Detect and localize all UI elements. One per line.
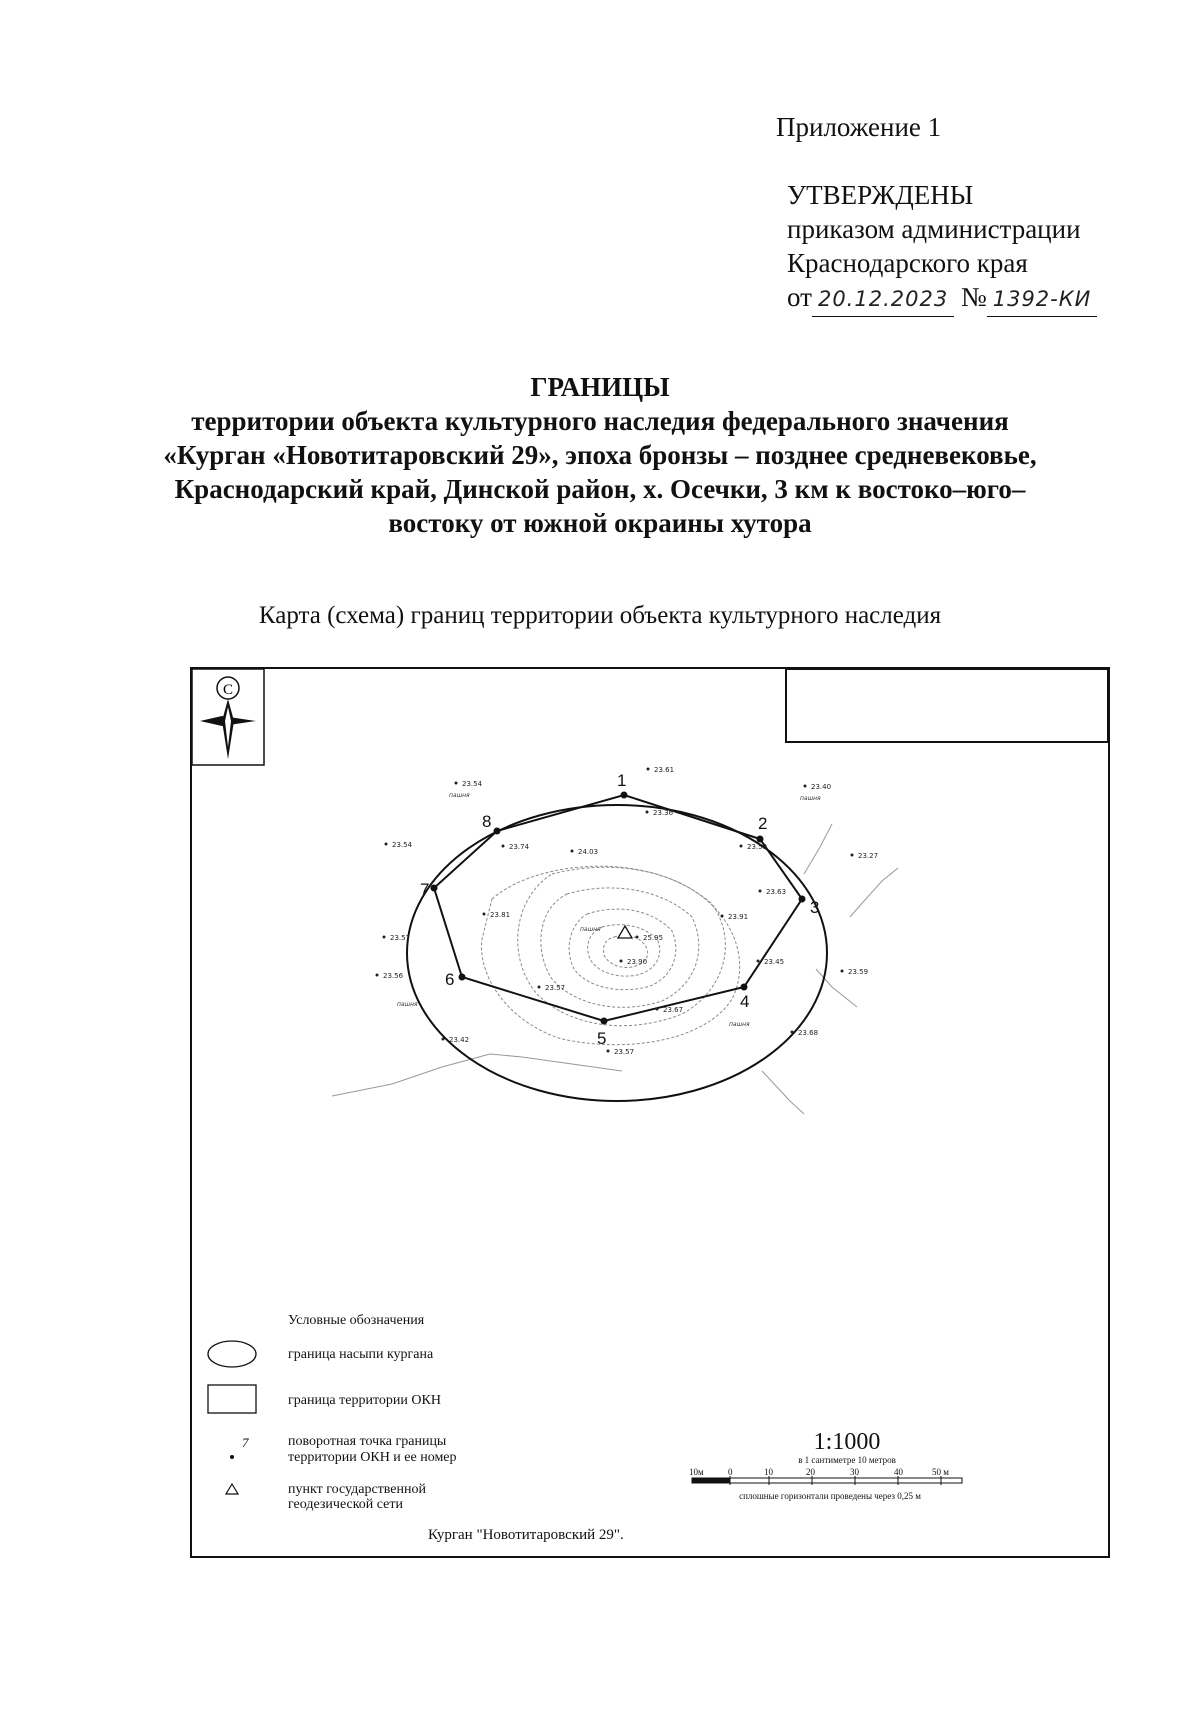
svg-text:23.57: 23.57 (390, 934, 411, 942)
title-heading: ГРАНИЦЫ (530, 372, 670, 402)
document-title (120, 370, 1080, 540)
svg-text:пашня: пашня (397, 1001, 418, 1008)
turn-point-6: 6 (445, 970, 455, 989)
scale-bar (689, 1429, 962, 1501)
title-line-1: территории объекта культурного наследия федерального значения (191, 406, 1009, 436)
map-stamp-box (786, 669, 1108, 742)
turn-point-7: 7 (420, 880, 430, 899)
scale-ratio: 1:1000 (813, 1429, 881, 1455)
turn-point-2: 2 (758, 814, 768, 833)
svg-text:23.36: 23.36 (653, 809, 674, 817)
svg-text:30: 30 (850, 1467, 859, 1477)
approval-date-line (787, 280, 1097, 317)
svg-text:23.57: 23.57 (545, 984, 566, 992)
svg-text:40: 40 (894, 1467, 903, 1477)
turn-point-4: 4 (740, 992, 750, 1011)
map-caption: Курган "Новотитаровский 29". (428, 1527, 624, 1543)
svg-text:23.90: 23.90 (627, 958, 648, 966)
legend-geodetic-1: пункт государственной (288, 1482, 426, 1497)
approval-block (787, 178, 1097, 317)
map-frame (190, 667, 1110, 1558)
scale-note: в 1 сантиметре 10 метров (798, 1455, 896, 1465)
turn-point-1: 1 (617, 771, 627, 790)
field-lines (332, 824, 898, 1114)
approved-heading: УТВЕРЖДЕНЫ (787, 180, 974, 210)
svg-text:23.57: 23.57 (614, 1048, 635, 1056)
svg-text:24.03: 24.03 (578, 848, 599, 856)
svg-text:23.74: 23.74 (509, 843, 530, 851)
compass-north-letter: С (222, 682, 234, 698)
svg-text:23.27: 23.27 (858, 852, 879, 860)
compass-rose-icon (192, 669, 264, 765)
map-legend (208, 1313, 624, 1543)
approved-by-order: приказом администрации (787, 214, 1081, 244)
geodetic-legend-icon (226, 1484, 238, 1494)
legend-turn-point-1: поворотная точка границы (288, 1434, 447, 1449)
legend-geodetic-2: геодезической сети (288, 1497, 404, 1512)
svg-text:23.54: 23.54 (462, 780, 483, 788)
svg-text:10: 10 (764, 1467, 773, 1477)
approved-region: Краснодарского края (787, 248, 1028, 278)
number-prefix: № (960, 282, 987, 312)
svg-text:50 м: 50 м (932, 1467, 949, 1477)
title-line-4: востоку от южной окраины хутора (388, 508, 812, 538)
title-line-2: «Курган «Новотитаровский 29», эпоха бронзы – позднее средневековье, (163, 440, 1037, 470)
svg-text:пашня: пашня (580, 926, 601, 933)
title-line-3: Краснодарский край, Динской район, х. Осечки, 3 км к востоко–юго– (174, 474, 1026, 504)
legend-turn-point-2: территории ОКН и ее номер (288, 1450, 457, 1465)
geodetic-point-icon (618, 926, 632, 938)
svg-text:23.56: 23.56 (383, 972, 404, 980)
svg-text:23.40: 23.40 (811, 783, 832, 791)
turn-point-legend-icon (230, 1455, 234, 1459)
svg-text:20: 20 (806, 1467, 815, 1477)
territory-legend-icon (208, 1385, 256, 1413)
svg-text:23.61: 23.61 (654, 766, 675, 774)
appendix-label: Приложение 1 (776, 112, 942, 142)
legend-territory: граница территории ОКН (288, 1393, 441, 1408)
boundary-map (192, 669, 1108, 1556)
svg-text:23.81: 23.81 (490, 911, 511, 919)
mound-legend-icon (208, 1341, 256, 1367)
turn-point-legend-number: 7 (242, 1435, 249, 1450)
map-subtitle: Карта (схема) границ территории объекта культурного наследия (258, 602, 942, 629)
date-prefix: от (787, 282, 812, 312)
svg-text:23.54: 23.54 (392, 841, 413, 849)
legend-title: Условные обозначения (288, 1313, 425, 1328)
turn-point-8: 8 (482, 812, 492, 831)
svg-text:пашня: пашня (729, 1021, 750, 1028)
svg-text:25.95: 25.95 (643, 934, 664, 942)
svg-text:23.91: 23.91 (728, 913, 749, 921)
turn-point-5: 5 (597, 1029, 607, 1048)
svg-text:23.42: 23.42 (449, 1036, 470, 1044)
svg-text:пашня: пашня (449, 792, 470, 799)
svg-text:23.68: 23.68 (798, 1029, 819, 1037)
svg-text:23.59: 23.59 (747, 843, 768, 851)
turn-point-3: 3 (810, 898, 820, 917)
svg-text:23.45: 23.45 (764, 958, 785, 966)
contour-lines (482, 866, 740, 1044)
svg-text:10м: 10м (689, 1467, 704, 1477)
svg-text:пашня: пашня (800, 795, 821, 802)
handwritten-date: 20.12.2023 (812, 282, 954, 317)
legend-mound: граница насыпи кургана (288, 1347, 434, 1362)
svg-text:23.59: 23.59 (848, 968, 869, 976)
svg-text:23.67: 23.67 (663, 1006, 684, 1014)
svg-text:0: 0 (728, 1467, 733, 1477)
scale-ticks (689, 1467, 949, 1477)
handwritten-number: 1392-КИ (987, 282, 1098, 317)
svg-text:23.63: 23.63 (766, 888, 787, 896)
scale-contours-note: сплошные горизонтали проведены через 0,25 м (739, 1491, 921, 1501)
elevation-marks (376, 766, 879, 1056)
